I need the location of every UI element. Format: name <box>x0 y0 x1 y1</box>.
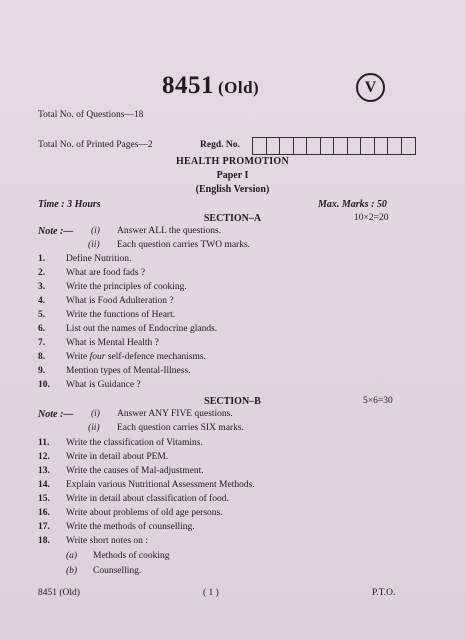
question-text: Write the principles of cooking. <box>66 282 187 292</box>
question-text: What is Guidance ? <box>66 380 141 390</box>
question-number: 9. <box>38 366 46 376</box>
question-number: 3. <box>38 282 46 292</box>
section-a-note-2: Each question carries TWO marks. <box>117 240 251 250</box>
question-text: Write in detail about classification of food. <box>66 494 229 504</box>
section-a-note-label: Note :— <box>38 226 74 237</box>
question-text: Write the functions of Heart. <box>66 310 176 320</box>
section-a-note-1: Answer ALL the questions. <box>117 226 222 236</box>
question-number: 1. <box>38 254 46 264</box>
question-number: 7. <box>38 338 46 348</box>
set-badge: V <box>356 73 385 102</box>
question-text: Write the classification of Vitamins. <box>66 438 203 448</box>
paper-code: 8451 (Old) <box>162 72 260 99</box>
question-text: Mention types of Mental-Illness. <box>66 366 191 376</box>
question-number: 13. <box>38 466 50 476</box>
section-b-note-1: Answer ANY FIVE questions. <box>117 409 233 419</box>
question-text: List out the names of Endocrine glands. <box>66 324 218 334</box>
question-text: Write four self-defence mechanisms. <box>66 352 206 362</box>
question-number: 11. <box>38 438 50 448</box>
footer-pto: P.T.O. <box>372 588 396 598</box>
question-text: Define Nutrition. <box>66 254 132 264</box>
time-label: Time : 3 Hours <box>38 199 101 210</box>
question-number: 8. <box>38 352 46 362</box>
total-pages: Total No. of Printed Pages—2 <box>38 140 153 150</box>
section-b-note-1-label: (i) <box>91 409 100 419</box>
question-text: Write about problems of old age persons. <box>66 508 223 518</box>
section-a-heading: SECTION–A <box>203 213 262 224</box>
question-number: 15. <box>38 494 50 504</box>
question-number: 17. <box>38 522 50 532</box>
regd-number-boxes <box>252 137 416 155</box>
footer-page-number: ( 1 ) <box>203 588 219 598</box>
section-b-note-label: Note :— <box>38 409 74 420</box>
question-number: 2. <box>38 268 46 278</box>
question-text: What are food fads ? <box>66 268 146 278</box>
footer-paper-code: 8451 (Old) <box>38 588 80 598</box>
sub-item-label: (a) <box>66 551 78 561</box>
question-text: Write the methods of counselling. <box>66 522 195 532</box>
question-number: 4. <box>38 296 46 306</box>
question-number: 14. <box>38 480 50 490</box>
version-label: (English Version) <box>195 184 270 195</box>
question-text: Write in detail about PEM. <box>66 452 169 462</box>
max-marks-label: Max. Marks : 50 <box>318 199 387 210</box>
sub-item-text: Counselling. <box>93 566 142 576</box>
question-number: 16. <box>38 508 50 518</box>
paper-code-suffix: (Old) <box>218 78 260 97</box>
question-number: 18. <box>38 536 50 546</box>
section-a-note-2-label: (ii) <box>88 240 100 250</box>
section-a-note-1-label: (i) <box>91 226 100 236</box>
section-b-scheme: 5×6=30 <box>363 396 393 406</box>
question-text: What is Food Adulteration ? <box>66 296 174 306</box>
section-b-heading: SECTION–B <box>204 396 261 407</box>
question-text: What is Mental Health ? <box>66 338 159 348</box>
question-text: Write the causes of Mal-adjustment. <box>66 466 204 476</box>
question-number: 10. <box>38 380 50 390</box>
sub-item-label: (b) <box>66 566 78 576</box>
sub-item-text: Methods of cooking <box>93 551 170 561</box>
section-b-note-2: Each question carries SIX marks. <box>117 423 244 433</box>
total-questions: Total No. of Questions—18 <box>38 110 144 120</box>
section-b-note-2-label: (ii) <box>88 423 100 433</box>
question-number: 12. <box>38 452 50 462</box>
subject-title: HEALTH PROMOTION <box>175 156 290 167</box>
paper-number: Paper I <box>216 170 249 181</box>
question-number: 5. <box>38 310 46 320</box>
question-number: 6. <box>38 324 46 334</box>
question-text: Write short notes on : <box>66 536 148 546</box>
section-a-scheme: 10×2=20 <box>354 213 389 223</box>
regd-label: Regd. No. <box>200 140 240 150</box>
question-text: Explain various Nutritional Assessment Methods. <box>66 480 255 490</box>
